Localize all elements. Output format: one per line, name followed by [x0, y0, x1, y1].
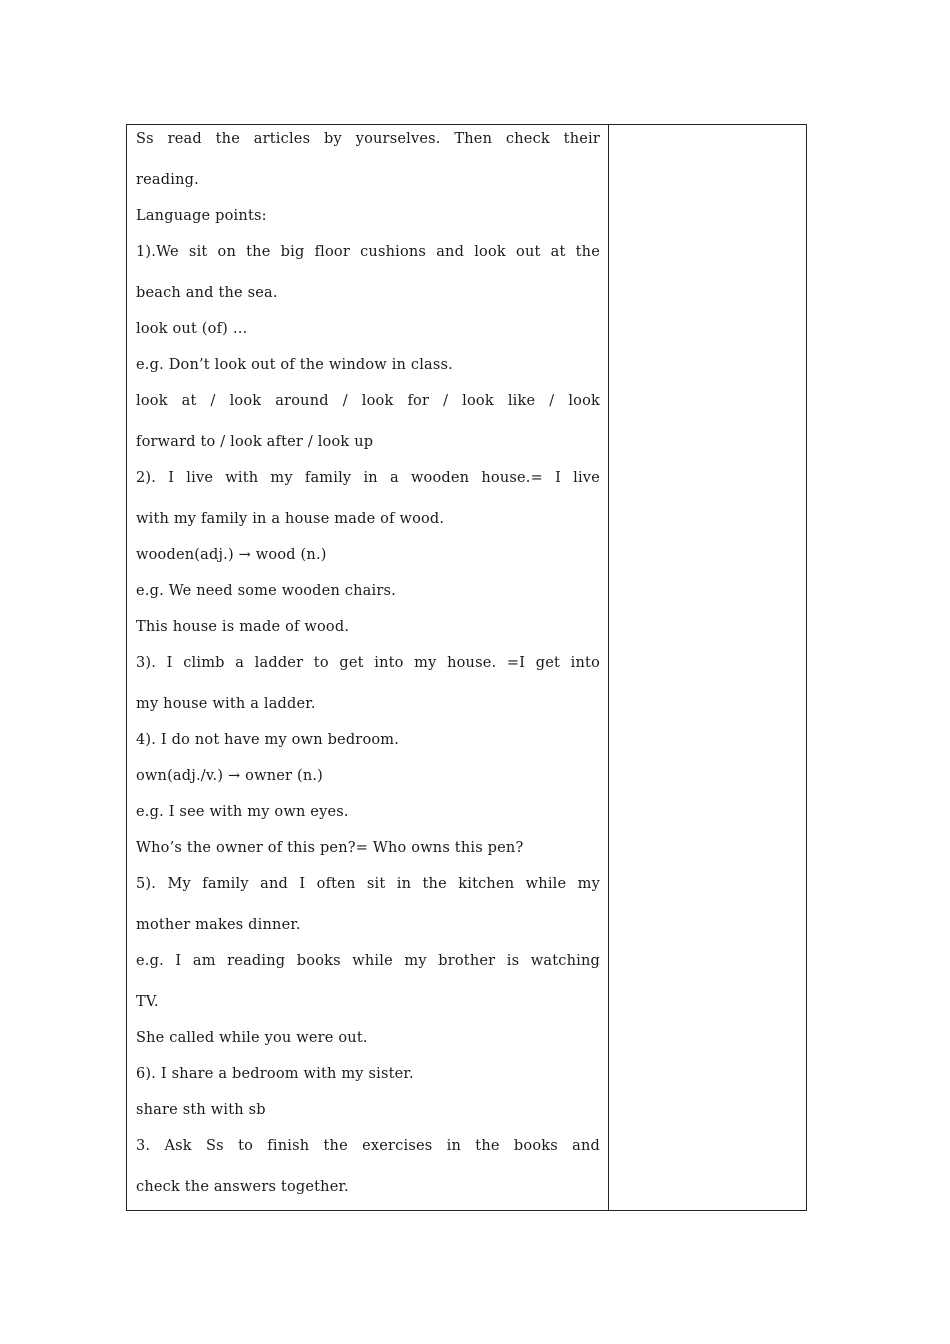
text-line: 2). I live with my family in a wooden house.= I live — [136, 470, 600, 486]
text-line: e.g. I see with my own eyes. — [136, 804, 349, 820]
text-line: own(adj./v.) → owner (n.) — [136, 768, 324, 784]
text-line: Language points: — [136, 208, 267, 224]
text-line: share sth with sb — [136, 1102, 266, 1118]
text-line: my house with a ladder. — [136, 696, 316, 712]
lesson-table — [126, 124, 807, 1211]
text-line: e.g. We need some wooden chairs. — [136, 583, 396, 599]
text-line: 3. Ask Ss to finish the exercises in the books and — [136, 1138, 600, 1154]
text-line: 3). I climb a ladder to get into my house. =I get into — [136, 655, 600, 671]
text-line: Ss read the articles by yourselves. Then check their — [136, 131, 600, 147]
text-line: with my family in a house made of wood. — [136, 511, 445, 527]
text-line: Who’s the owner of this pen?= Who owns this pen? — [136, 840, 524, 856]
text-line: This house is made of wood. — [136, 619, 350, 635]
text-line: look at / look around / look for / look like / look — [136, 393, 600, 409]
text-line: 4). I do not have my own bedroom. — [136, 732, 400, 748]
text-line: She called while you were out. — [136, 1030, 368, 1046]
text-line: forward to / look after / look up — [136, 434, 374, 450]
text-line: TV. — [136, 994, 159, 1010]
notes-cell — [609, 125, 806, 1210]
text-line: look out (of) … — [136, 321, 248, 337]
lesson-content-cell — [127, 125, 609, 1210]
text-line: wooden(adj.) → wood (n.) — [136, 547, 327, 563]
text-line: check the answers together. — [136, 1179, 349, 1195]
text-line: 6). I share a bedroom with my sister. — [136, 1066, 414, 1082]
text-line: reading. — [136, 172, 199, 188]
text-line: 5). My family and I often sit in the kitchen while my — [136, 876, 600, 892]
text-line: beach and the sea. — [136, 285, 278, 301]
text-line: 1).We sit on the big floor cushions and look out at the — [136, 244, 600, 260]
text-line: e.g. I am reading books while my brother is watching — [136, 953, 600, 969]
text-line: e.g. Don’t look out of the window in class. — [136, 357, 453, 373]
text-line: mother makes dinner. — [136, 917, 301, 933]
